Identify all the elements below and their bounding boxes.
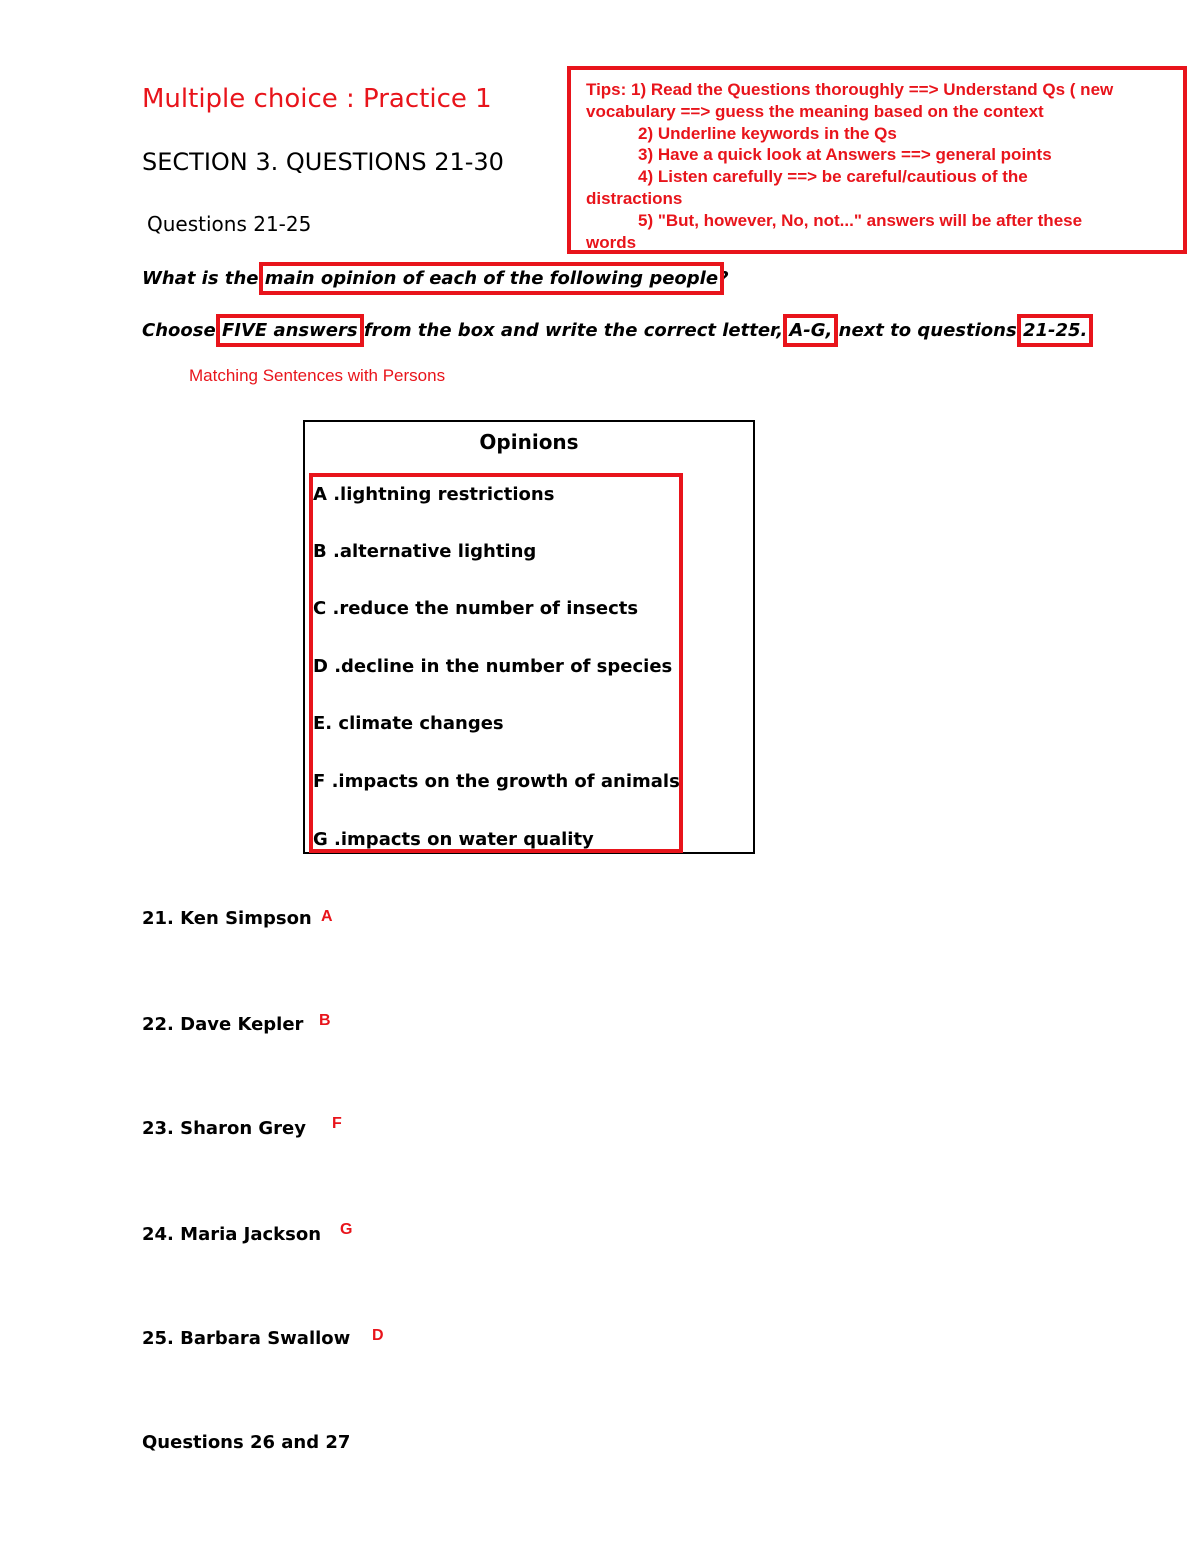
instruction-text: from the box and write the correct letter, bbox=[357, 320, 790, 341]
opinion-item: C .reduce the number of insects bbox=[313, 598, 639, 619]
highlight-letter-range: A-G, bbox=[789, 320, 833, 341]
opinions-title: Opinions bbox=[479, 430, 579, 454]
opinion-item: B .alternative lighting bbox=[313, 541, 537, 562]
opinion-item: F .impacts on the growth of animals bbox=[313, 771, 680, 792]
instruction-text: Choose bbox=[142, 320, 222, 341]
instruction-text: next to questions bbox=[832, 320, 1023, 341]
question-21: 21. Ken Simpson bbox=[142, 908, 312, 929]
opinion-item: D .decline in the number of species bbox=[313, 656, 673, 677]
tips-line: 3) Have a quick look at Answers ==> general points bbox=[638, 145, 1052, 165]
page-title: Multiple choice : Practice 1 bbox=[142, 84, 492, 114]
answer-22: B bbox=[319, 1012, 331, 1029]
next-section-heading: Questions 26 and 27 bbox=[142, 1432, 351, 1453]
tips-line: words bbox=[586, 232, 637, 252]
instruction-line-1 bbox=[142, 268, 729, 289]
tips-box bbox=[567, 66, 1187, 254]
highlight-main-opinion: main opinion of each of the following people bbox=[264, 268, 719, 289]
highlight-question-range: 21-25. bbox=[1022, 320, 1088, 341]
tips-line: 2) Underline keywords in the Qs bbox=[638, 123, 897, 143]
question-25: 25. Barbara Swallow bbox=[142, 1328, 351, 1349]
tips-line: Tips: 1) Read the Questions thoroughly ==> Understand Qs ( new bbox=[586, 80, 1114, 99]
opinion-item: A .lightning restrictions bbox=[313, 484, 555, 505]
question-22: 22. Dave Kepler bbox=[142, 1014, 304, 1035]
answer-23: F bbox=[332, 1115, 342, 1132]
instruction-text: What is the bbox=[142, 268, 265, 289]
question-24: 24. Maria Jackson bbox=[142, 1224, 322, 1245]
opinion-item: G .impacts on water quality bbox=[313, 829, 594, 850]
matching-note: Matching Sentences with Persons bbox=[189, 366, 446, 385]
highlight-five-answers: FIVE answers bbox=[221, 320, 358, 341]
tips-line: 4) Listen carefully ==> be careful/cautious of the bbox=[638, 167, 1028, 187]
instruction-line-2 bbox=[142, 320, 1087, 341]
tips-line: 5) "But, however, No, not..." answers will be after these bbox=[638, 210, 1083, 230]
answer-25: D bbox=[372, 1327, 384, 1344]
question-23: 23. Sharon Grey bbox=[142, 1118, 306, 1139]
question-range-heading: Questions 21-25 bbox=[147, 212, 312, 236]
section-heading: SECTION 3. QUESTIONS 21-30 bbox=[142, 148, 504, 176]
tips-line: distractions bbox=[586, 188, 683, 208]
instruction-text: ? bbox=[718, 268, 729, 289]
opinion-item: E. climate changes bbox=[313, 713, 504, 734]
answer-21: A bbox=[321, 908, 333, 925]
tips-line: vocabulary ==> guess the meaning based on the context bbox=[586, 101, 1044, 121]
answer-24: G bbox=[340, 1221, 353, 1238]
